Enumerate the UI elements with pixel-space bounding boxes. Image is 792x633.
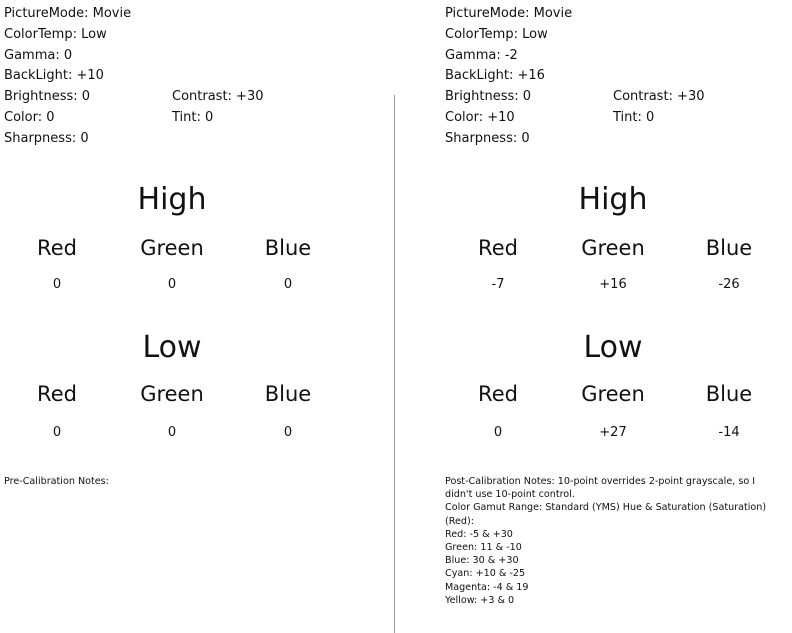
color-tint-row — [445, 108, 655, 129]
gamma-setting: Gamma: -2 — [445, 47, 518, 63]
high-green-value: +16 — [599, 277, 627, 292]
notes-line: Color Gamut Range: Standard (YMS) Hue & Saturation (Saturation) — [445, 502, 767, 514]
notes-line: Blue: 30 & +30 — [445, 555, 519, 567]
tint-setting: Tint: 0 — [613, 109, 655, 125]
high-blue-value: 0 — [283, 277, 293, 292]
brightness-contrast-row — [445, 87, 705, 108]
contrast-setting: Contrast: +30 — [613, 89, 705, 105]
low-blue-value: 0 — [283, 425, 293, 440]
low-heading: Low — [142, 330, 202, 365]
post-calibration-panel — [445, 0, 792, 633]
high-blue-label: Blue — [264, 236, 312, 260]
settings-list — [445, 4, 705, 150]
notes-line: Cyan: +10 & -25 — [445, 568, 526, 580]
low-red-value: 0 — [493, 425, 503, 440]
high-red-label: Red — [478, 236, 518, 260]
picture-mode-setting: PictureMode: Movie — [445, 6, 573, 21]
pre-calibration-notes — [4, 475, 109, 488]
color-setting: Color: +10 — [445, 109, 515, 125]
high-green-label: Green — [581, 236, 645, 260]
notes-line: Green: 11 & -10 — [445, 542, 522, 554]
low-green-value: +27 — [599, 425, 627, 440]
notes-line: Red: -5 & +30 — [445, 528, 513, 540]
notes-line: Magenta: -4 & 19 — [445, 581, 529, 593]
gamma-setting: Gamma: 0 — [4, 47, 73, 63]
low-blue-label: Blue — [264, 382, 312, 406]
panel-divider — [394, 95, 395, 633]
notes-line: Post-Calibration Notes: 10-point overrides 2-point grayscale, so I — [445, 476, 756, 487]
sharpness-setting: Sharpness: 0 — [4, 130, 89, 146]
color-temp-setting: ColorTemp: Low — [445, 26, 548, 42]
low-heading: Low — [583, 330, 643, 365]
high-red-label: Red — [37, 236, 77, 260]
settings-list — [4, 4, 264, 150]
high-red-value: -7 — [491, 277, 505, 292]
pre-calibration-panel — [4, 0, 384, 633]
low-red-value: 0 — [52, 425, 62, 440]
color-setting: Color: 0 — [4, 109, 55, 125]
high-heading: High — [137, 182, 207, 217]
notes-line: Pre-Calibration Notes: — [4, 476, 109, 487]
sharpness-setting: Sharpness: 0 — [445, 130, 530, 146]
high-blue-value: -26 — [718, 277, 740, 292]
notes-line: didn't use 10-point control. — [445, 489, 575, 501]
brightness-contrast-row — [4, 87, 264, 108]
high-blue-label: Blue — [705, 236, 753, 260]
post-calibration-notes — [445, 475, 766, 607]
brightness-setting: Brightness: 0 — [445, 89, 532, 105]
backlight-setting: BackLight: +10 — [4, 68, 104, 84]
notes-line: (Red): — [445, 515, 474, 527]
low-green-label: Green — [581, 382, 645, 406]
low-red-label: Red — [37, 382, 77, 406]
backlight-setting: BackLight: +16 — [445, 68, 545, 84]
brightness-setting: Brightness: 0 — [4, 89, 91, 105]
low-green-value: 0 — [167, 425, 177, 440]
low-blue-value: -14 — [718, 425, 740, 440]
high-heading: High — [578, 182, 648, 217]
contrast-setting: Contrast: +30 — [172, 89, 264, 105]
tint-setting: Tint: 0 — [172, 109, 214, 125]
low-green-label: Green — [140, 382, 204, 406]
low-blue-label: Blue — [705, 382, 753, 406]
color-temp-setting: ColorTemp: Low — [4, 26, 107, 42]
low-red-label: Red — [478, 382, 518, 406]
notes-line: Yellow: +3 & 0 — [445, 594, 515, 606]
high-green-label: Green — [140, 236, 204, 260]
picture-mode-setting: PictureMode: Movie — [4, 6, 132, 21]
high-green-value: 0 — [167, 277, 177, 292]
color-tint-row — [4, 108, 214, 129]
high-red-value: 0 — [52, 277, 62, 292]
